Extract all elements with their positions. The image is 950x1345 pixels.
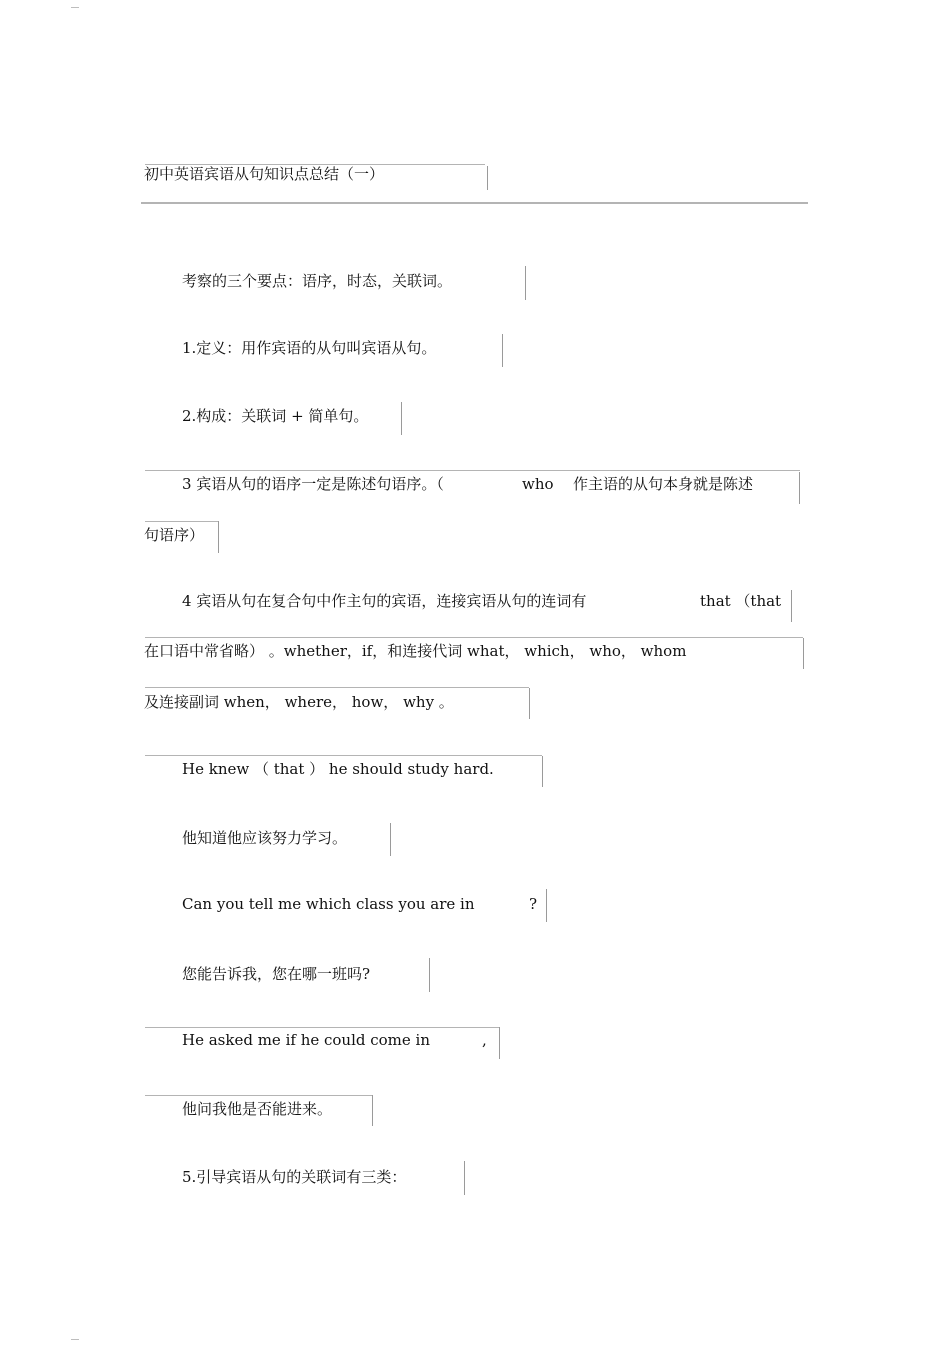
example-sentence-3-mark: , bbox=[482, 1031, 487, 1049]
line-edge bbox=[372, 1095, 373, 1126]
connectives-line-part1: 4 宾语从句在复合句中作主句的宾语，连接宾语从句的连词有 bbox=[182, 592, 587, 610]
line-top-rule bbox=[145, 1027, 499, 1028]
word-order-line-part1: 3 宾语从句的语序一定是陈述句语序。（ bbox=[182, 475, 444, 493]
line-edge bbox=[390, 823, 391, 856]
line-edge bbox=[464, 1161, 465, 1195]
structure-line: 2.构成：关联词 + 简单句。 bbox=[182, 407, 369, 425]
line-top-rule bbox=[145, 1095, 372, 1096]
connectives-line-part2: 在口语中常省略） 。whether，if，和连接代词 what， which， who， whom bbox=[144, 642, 687, 660]
corner-mark-bottom bbox=[71, 1339, 79, 1340]
word-order-line-part3: 句语序） bbox=[144, 526, 205, 544]
definition-line: 1.定义：用作宾语的从句叫宾语从句。 bbox=[182, 339, 437, 357]
line-edge bbox=[529, 688, 530, 719]
line-edge bbox=[401, 402, 402, 435]
line-edge bbox=[499, 1027, 500, 1059]
line-top-rule bbox=[145, 470, 800, 471]
title-divider bbox=[141, 202, 808, 204]
line-edge bbox=[803, 638, 804, 669]
line-edge bbox=[791, 590, 792, 622]
example-translation-3: 他问我他是否能进来。 bbox=[182, 1100, 333, 1118]
line-edge bbox=[218, 521, 219, 553]
title-edge bbox=[487, 166, 488, 190]
corner-mark-top bbox=[71, 7, 79, 8]
key-points-line: 考察的三个要点：语序，时态，关联词。 bbox=[182, 272, 453, 290]
line-top-rule bbox=[145, 755, 542, 756]
connective-types-line: 5.引导宾语从句的关联词有三类： bbox=[182, 1168, 407, 1186]
line-edge bbox=[429, 958, 430, 992]
connectives-line-that: that （that bbox=[700, 592, 782, 610]
example-sentence-2: Can you tell me which class you are in bbox=[182, 895, 475, 913]
example-sentence-3: He asked me if he could come in bbox=[182, 1031, 431, 1049]
example-sentence-2-mark: ? bbox=[529, 895, 538, 913]
title-top-rule bbox=[145, 164, 485, 165]
example-sentence-1: He knew （ that ） he should study hard. bbox=[182, 760, 494, 778]
line-top-rule bbox=[145, 637, 803, 638]
line-edge bbox=[799, 472, 800, 504]
word-order-line-who: who bbox=[522, 475, 554, 493]
example-translation-1: 他知道他应该努力学习。 bbox=[182, 829, 348, 847]
line-edge bbox=[502, 334, 503, 367]
line-top-rule bbox=[145, 521, 218, 522]
word-order-line-part2: 作主语的从句本身就是陈述 bbox=[573, 475, 754, 493]
line-edge bbox=[546, 889, 547, 922]
example-translation-2: 您能告诉我，您在哪一班吗? bbox=[182, 965, 371, 983]
line-top-rule bbox=[145, 687, 529, 688]
document-title: 初中英语宾语从句知识点总结（一） bbox=[144, 165, 385, 183]
connectives-line-part3: 及连接副词 when， where， how， why 。 bbox=[144, 693, 454, 711]
line-edge bbox=[542, 756, 543, 787]
line-edge bbox=[525, 266, 526, 300]
